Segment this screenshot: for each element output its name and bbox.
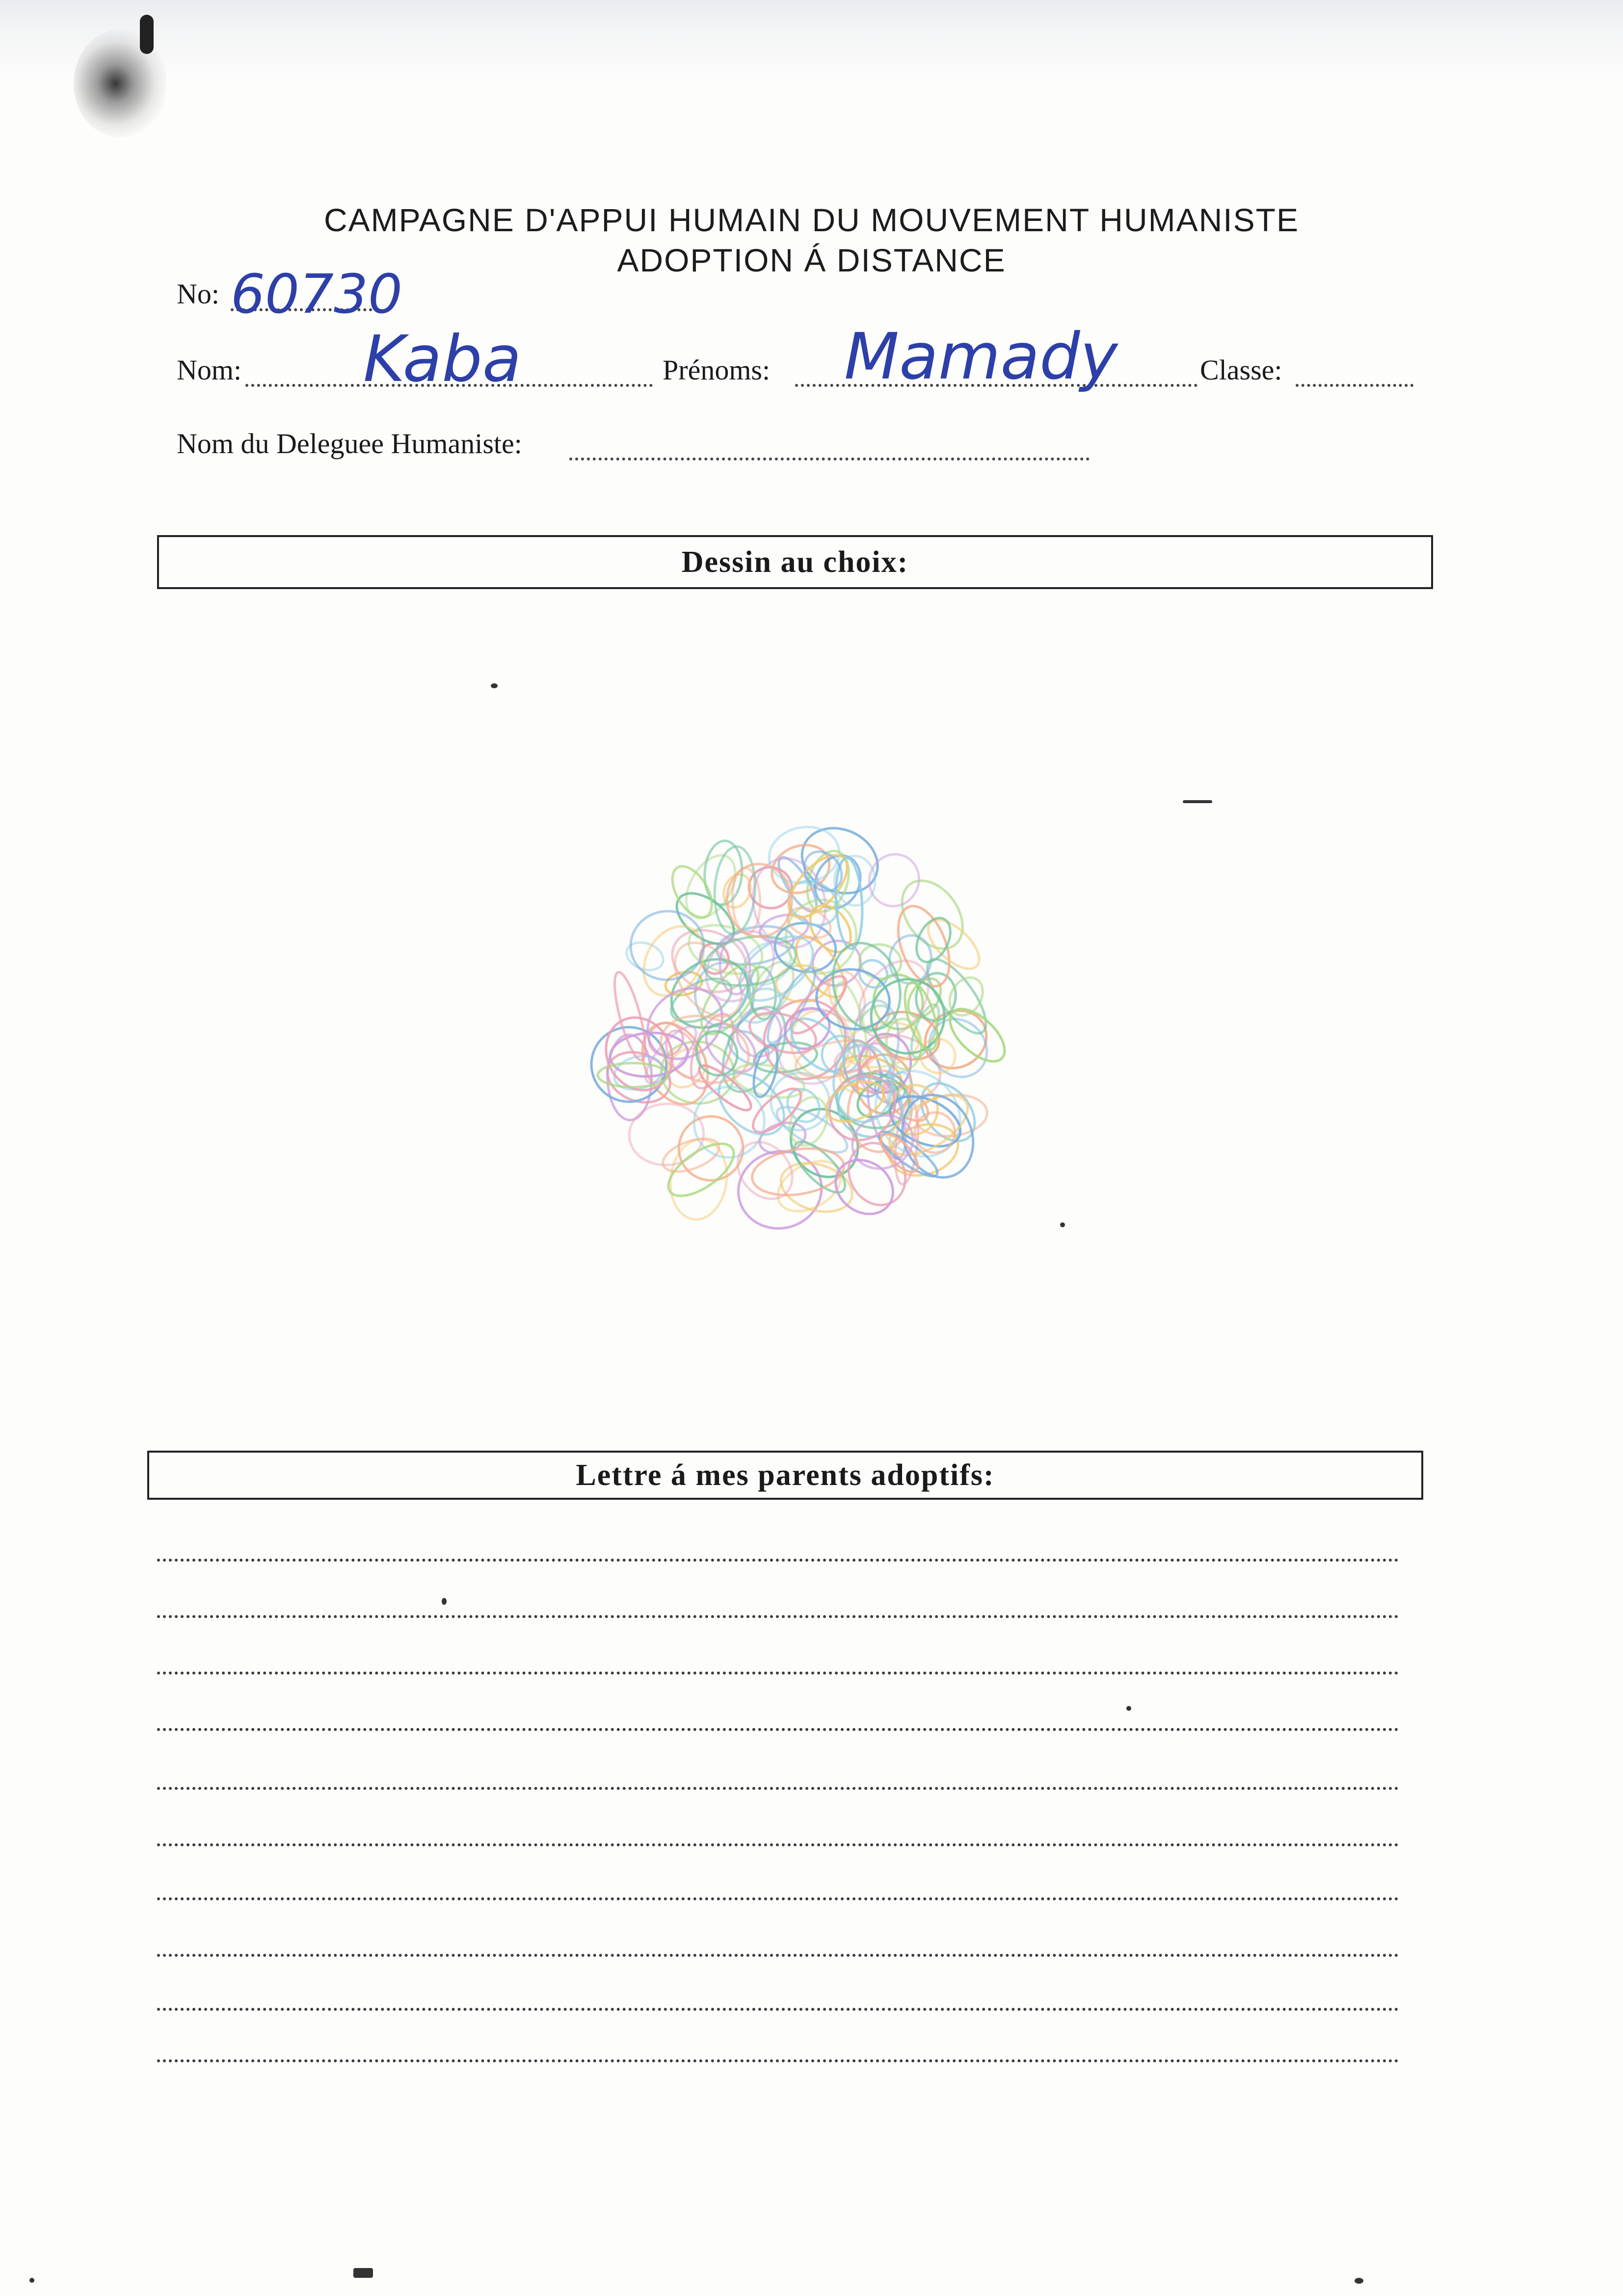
scribble-loop bbox=[609, 970, 652, 1063]
prenoms-value[interactable]: Mamady bbox=[844, 319, 1118, 394]
letter-line-6[interactable] bbox=[157, 1843, 1399, 1846]
header-subtitle: ADOPTION Á DISTANCE bbox=[617, 242, 1006, 278]
scan-speck bbox=[29, 2278, 34, 2283]
nom-value[interactable]: Kaba bbox=[363, 322, 522, 396]
child-drawing-scribble[interactable] bbox=[555, 781, 1045, 1281]
drawing-section-header bbox=[157, 535, 1433, 589]
scan-shadow bbox=[0, 0, 1623, 83]
scan-speck bbox=[1126, 1706, 1131, 1711]
delegue-label: Nom du Deleguee Humaniste: bbox=[177, 428, 522, 459]
scribble-loop bbox=[627, 908, 707, 983]
letter-line-5[interactable] bbox=[157, 1787, 1399, 1790]
letter-line-1[interactable] bbox=[157, 1559, 1399, 1562]
scan-speck bbox=[442, 1598, 447, 1605]
no-label: No: bbox=[177, 278, 219, 310]
scribble-loop bbox=[627, 1101, 706, 1167]
letter-line-8[interactable] bbox=[157, 1954, 1399, 1957]
scan-speck bbox=[1060, 1222, 1065, 1227]
classe-dotted-line bbox=[1296, 384, 1413, 387]
letter-line-9[interactable] bbox=[157, 2008, 1399, 2011]
nom-label: Nom: bbox=[177, 354, 242, 386]
delegue-dotted-line bbox=[569, 458, 1090, 460]
header-title: CAMPAGNE D'APPUI HUMAIN DU MOUVEMENT HUMANISTE bbox=[324, 202, 1299, 238]
classe-label: Classe: bbox=[1200, 354, 1282, 386]
no-value[interactable]: 60730 bbox=[231, 263, 402, 325]
letter-line-2[interactable] bbox=[157, 1615, 1399, 1618]
scan-speck bbox=[491, 683, 498, 688]
scribble-loop bbox=[890, 869, 975, 960]
prenoms-label: Prénoms: bbox=[663, 354, 771, 386]
scan-speck bbox=[1183, 800, 1212, 803]
letter-line-4[interactable] bbox=[157, 1728, 1399, 1731]
drawing-section-label: Dessin au choix: bbox=[681, 545, 909, 579]
letter-line-3[interactable] bbox=[157, 1672, 1399, 1675]
scan-speck bbox=[353, 2268, 373, 2278]
letter-line-7[interactable] bbox=[157, 1897, 1399, 1900]
letter-line-10[interactable] bbox=[157, 2059, 1399, 2062]
letter-section-header bbox=[147, 1451, 1423, 1500]
letter-section-label: Lettre á mes parents adoptifs: bbox=[576, 1459, 995, 1492]
ink-mark bbox=[140, 15, 154, 54]
scan-speck bbox=[1355, 2278, 1363, 2284]
scribble-strokes bbox=[587, 816, 1013, 1237]
